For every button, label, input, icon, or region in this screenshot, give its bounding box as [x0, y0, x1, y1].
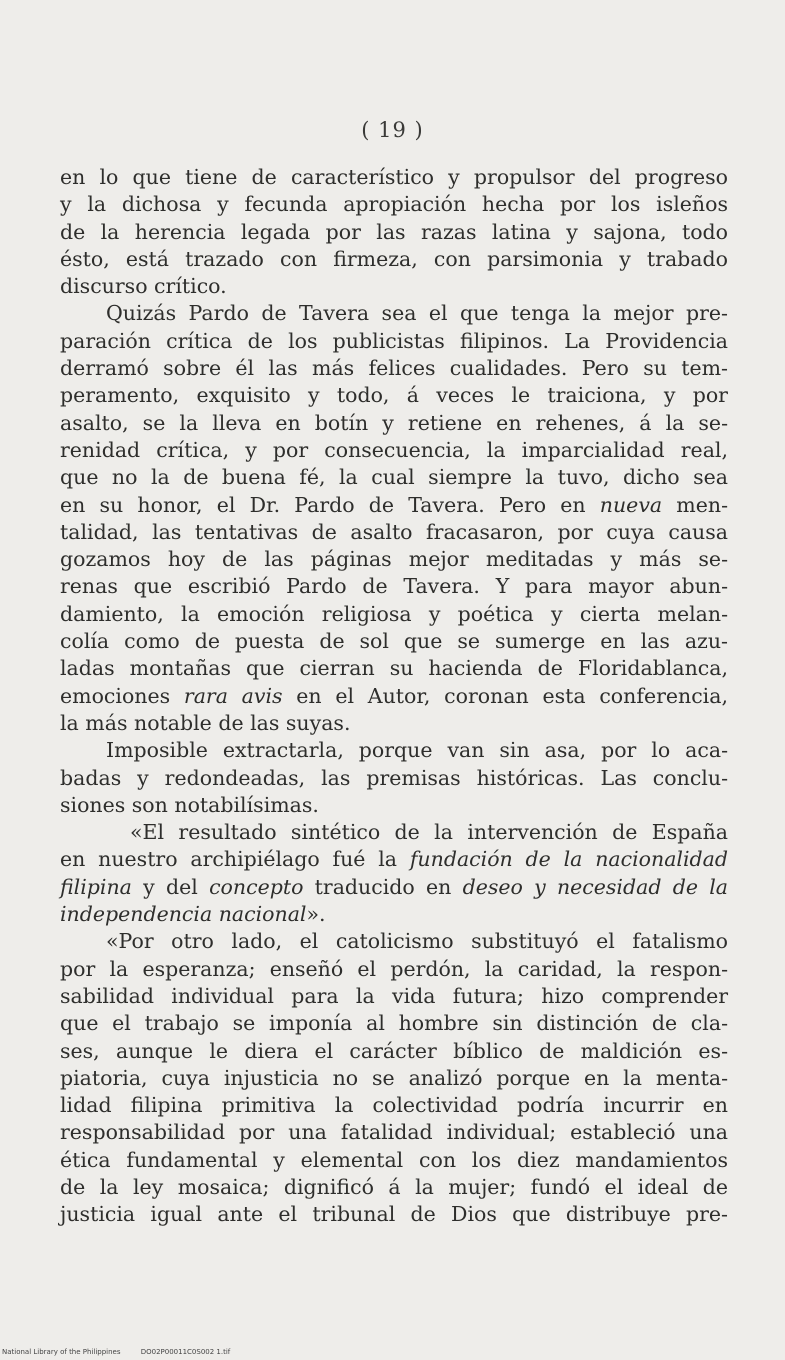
body-text: [60, 164, 728, 1229]
page-number: ( 19 ): [361, 118, 424, 142]
library-credit: National Library of the Philippines: [2, 1348, 121, 1356]
scan-code: DO02P00011C0S002 1.tif: [140, 1348, 231, 1356]
text-run: y del: [131, 874, 210, 899]
text-line: responsabilidad por una fatalidad individual; estableció una: [60, 1120, 728, 1145]
text-line: justicia igual ante el tribunal de Dios que distribuye pre-: [60, 1202, 728, 1227]
text-line: en lo que tiene de característico y propulsor del progreso: [60, 165, 728, 189]
text-line: ésto, está trazado con firmeza, con parsimonia y trabado: [60, 246, 728, 271]
quote-start-line: [60, 819, 728, 846]
text-run: en nuestro archipiélago fué la: [60, 847, 410, 872]
quote-line: [60, 901, 728, 928]
text-line: paración crítica de los publicistas filipinos. La Providencia: [60, 328, 728, 353]
italic-run: filipina: [60, 874, 132, 899]
text-line: discurso crítico.: [60, 274, 227, 299]
text-run: en el Autor, coronan esta conferencia,: [282, 683, 728, 708]
italic-run: fundación de la nacionalidad: [409, 847, 729, 872]
text-line: siones son notabilísimas.: [60, 792, 319, 817]
text-line: damiento, la emoción religiosa y poética y cierta melan-: [60, 601, 728, 626]
italic-run: rara avis: [183, 683, 283, 708]
text-line: talidad, las tentativas de asalto fracasaron, por cuya causa: [60, 519, 728, 544]
text-line: por la esperanza; enseñó el perdón, la caridad, la respon-: [60, 956, 728, 981]
text-line: renidad crítica, y por consecuencia, la imparcialidad real,: [60, 437, 728, 462]
text-run: ».: [306, 902, 326, 927]
text-run: traducido en: [303, 874, 463, 899]
text-line: renas que escribió Pardo de Tavera. Y para mayor abun-: [60, 574, 728, 599]
text-line: derramó sobre él las más felices cualidades. Pero su tem-: [60, 356, 728, 381]
text-line: badas y redondeadas, las premisas históricas. Las conclu-: [60, 765, 728, 790]
text-line: y la dichosa y fecunda apropiación hecha por los isleños: [60, 192, 728, 217]
text-run: en su honor, el Dr. Pardo de Tavera. Pero en: [60, 492, 600, 517]
quote-line: [60, 874, 728, 901]
italic-run: concepto: [209, 874, 304, 899]
text-line: colía como de puesta de sol que se sumerge en las azu-: [60, 629, 728, 654]
italic-run: deseo y necesidad de la: [462, 874, 728, 899]
text-line: de la herencia legada por las razas latina y sajona, todo: [60, 219, 728, 244]
text-run: emociones: [60, 683, 184, 708]
text-line: [60, 683, 728, 710]
italic-run: independencia nacional: [60, 902, 307, 927]
text-line: peramento, exquisito y todo, á veces le traiciona, y por: [60, 383, 728, 408]
text-line: piatoria, cuya injusticia no se analizó porque en la menta-: [60, 1065, 728, 1090]
text-line: ladas montañas que cierran su hacienda de Floridablanca,: [60, 656, 728, 681]
paragraph-start-line: Imposible extractarla, porque van sin asa, por lo aca-: [106, 738, 728, 763]
text-line: gozamos hoy de las páginas mejor meditadas y más se-: [60, 547, 728, 572]
text-line: que no la de buena fé, la cual siempre la tuvo, dicho sea: [60, 465, 728, 490]
text-line: [60, 492, 728, 519]
paragraph-start-line: Quizás Pardo de Tavera sea el que tenga la mejor pre-: [106, 301, 728, 326]
paragraph-start-line: «Por otro lado, el catolicismo substituyó el fatalismo: [106, 929, 728, 954]
text-run: men-: [662, 492, 728, 517]
text-line: lidad filipina primitiva la colectividad podría incurrir en: [60, 1093, 728, 1118]
text-line: sabilidad individual para la vida futura; hizo comprender: [60, 983, 728, 1008]
italic-run: nueva: [599, 492, 663, 517]
scan-footer: [2, 1348, 248, 1356]
text-run: «El resultado sintético de la intervención de España: [130, 820, 728, 845]
text-line: ética fundamental y elemental con los diez mandamientos: [60, 1147, 728, 1172]
text-line: ses, aunque le diera el carácter bíblico de maldición es-: [60, 1038, 728, 1063]
quote-line: [60, 846, 728, 873]
text-line: de la ley mosaica; dignificó á la mujer; fundó el ideal de: [60, 1174, 728, 1199]
text-line: asalto, se la lleva en botín y retiene en rehenes, á la se-: [60, 410, 728, 435]
text-line: la más notable de las suyas.: [60, 710, 351, 735]
text-line: que el trabajo se imponía al hombre sin distinción de cla-: [60, 1011, 728, 1036]
